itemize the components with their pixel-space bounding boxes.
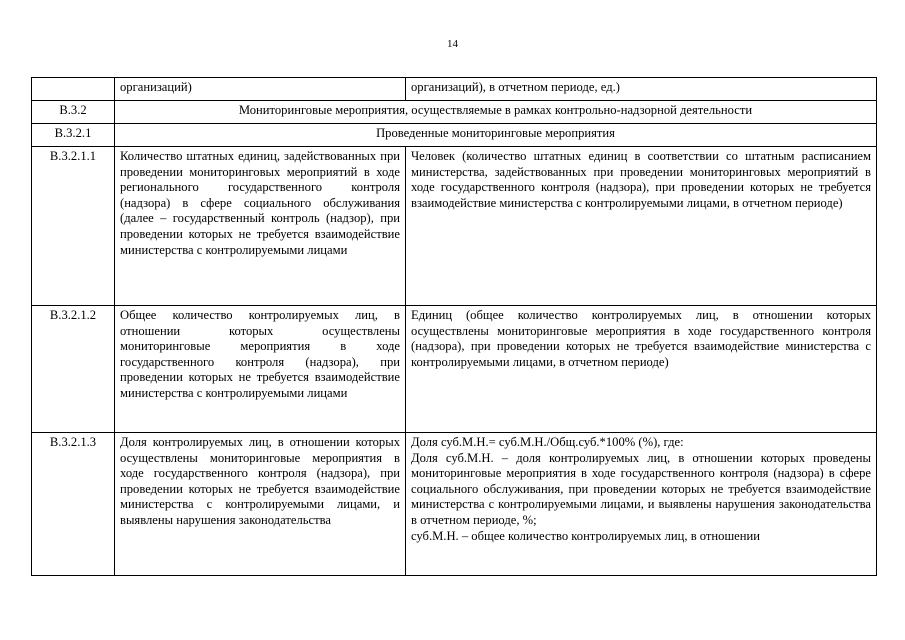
- continuation-unit-cell: организаций), в отчетном периоде, ед.): [406, 78, 877, 101]
- row-unit-description: [406, 433, 877, 576]
- unit-definition-count: суб.М.Н. – общее количество контролируемых лиц, в отношении: [411, 528, 760, 543]
- section-title: Мониторинговые мероприятия, осуществляемые в рамках контрольно-надзорной деятельности: [115, 101, 877, 124]
- row-indicator-name: Доля контролируемых лиц, в отношении которых осуществлены мониторинговые мероприятия в ходе государственного контроля (надзора), при проведении которых не требуется взаимодействие министерства с контролируемыми лицами, и выявлены нарушения законодательства: [115, 433, 406, 576]
- row-unit-description: Человек (количество штатных единиц в соответствии со штатным расписанием министерства, задействованных при проведении мониторинговых мероприятий в ходе государственного контроля (надзора), при проведении которых не требуется взаимодействие министерства с контролируемыми лицами, в отчетном периоде): [406, 147, 877, 306]
- page-number: 14: [447, 38, 458, 50]
- row-unit-description: Единиц (общее количество контролируемых лиц, в отношении которых осуществлены мониторинговые мероприятия в ходе государственного контроля (надзора), при проведении которых не требуется взаимодействие министерства с контролируемыми лицами, в отчетном периоде): [406, 306, 877, 433]
- row-code: В.3.2.1.3: [32, 433, 115, 576]
- continuation-row: [32, 78, 877, 101]
- row-indicator-name: Количество штатных единиц, задействованных при проведении мониторинговых мероприятий в ходе регионального государственного контроля (надзора) в сфере социального обслуживания (далее – государственный контроль (надзор), при проведении которых не требуется взаимодействие министерства с контролируемыми лицами: [115, 147, 406, 306]
- row-indicator-name: Общее количество контролируемых лиц, в отношении которых осуществлены мониторинговые мероприятия в ходе государственного контроля (надзора), при проведении которых не требуется взаимодействие министерства с контролируемыми лицами: [115, 306, 406, 433]
- table-row: [32, 433, 877, 576]
- row-code: В.3.2.1.1: [32, 147, 115, 306]
- subsection-title: Проведенные мониторинговые мероприятия: [115, 124, 877, 147]
- section-code: В.3.2: [32, 101, 115, 124]
- section-row: [32, 101, 877, 124]
- row-code: В.3.2.1.2: [32, 306, 115, 433]
- subsection-row: [32, 124, 877, 147]
- unit-definition-share: Доля суб.М.Н. – доля контролируемых лиц, в отношении которых проведены мониторинговые мероприятия в ходе государственного контроля (надзора) в сфере социального обслуживания, при проведении которых не требуется взаимодействие министерства с контролируемыми лицами, и выявлены нарушения законодательства в отчетном периоде, %;: [411, 450, 871, 527]
- table-row: [32, 306, 877, 433]
- subsection-code: В.3.2.1: [32, 124, 115, 147]
- indicators-table: [31, 77, 877, 576]
- table-row: [32, 147, 877, 306]
- continuation-name-cell: организаций): [115, 78, 406, 101]
- unit-formula: Доля суб.М.Н.= суб.М.Н./Общ.суб.*100% (%), где:: [411, 435, 684, 449]
- continuation-code-cell: [32, 78, 115, 101]
